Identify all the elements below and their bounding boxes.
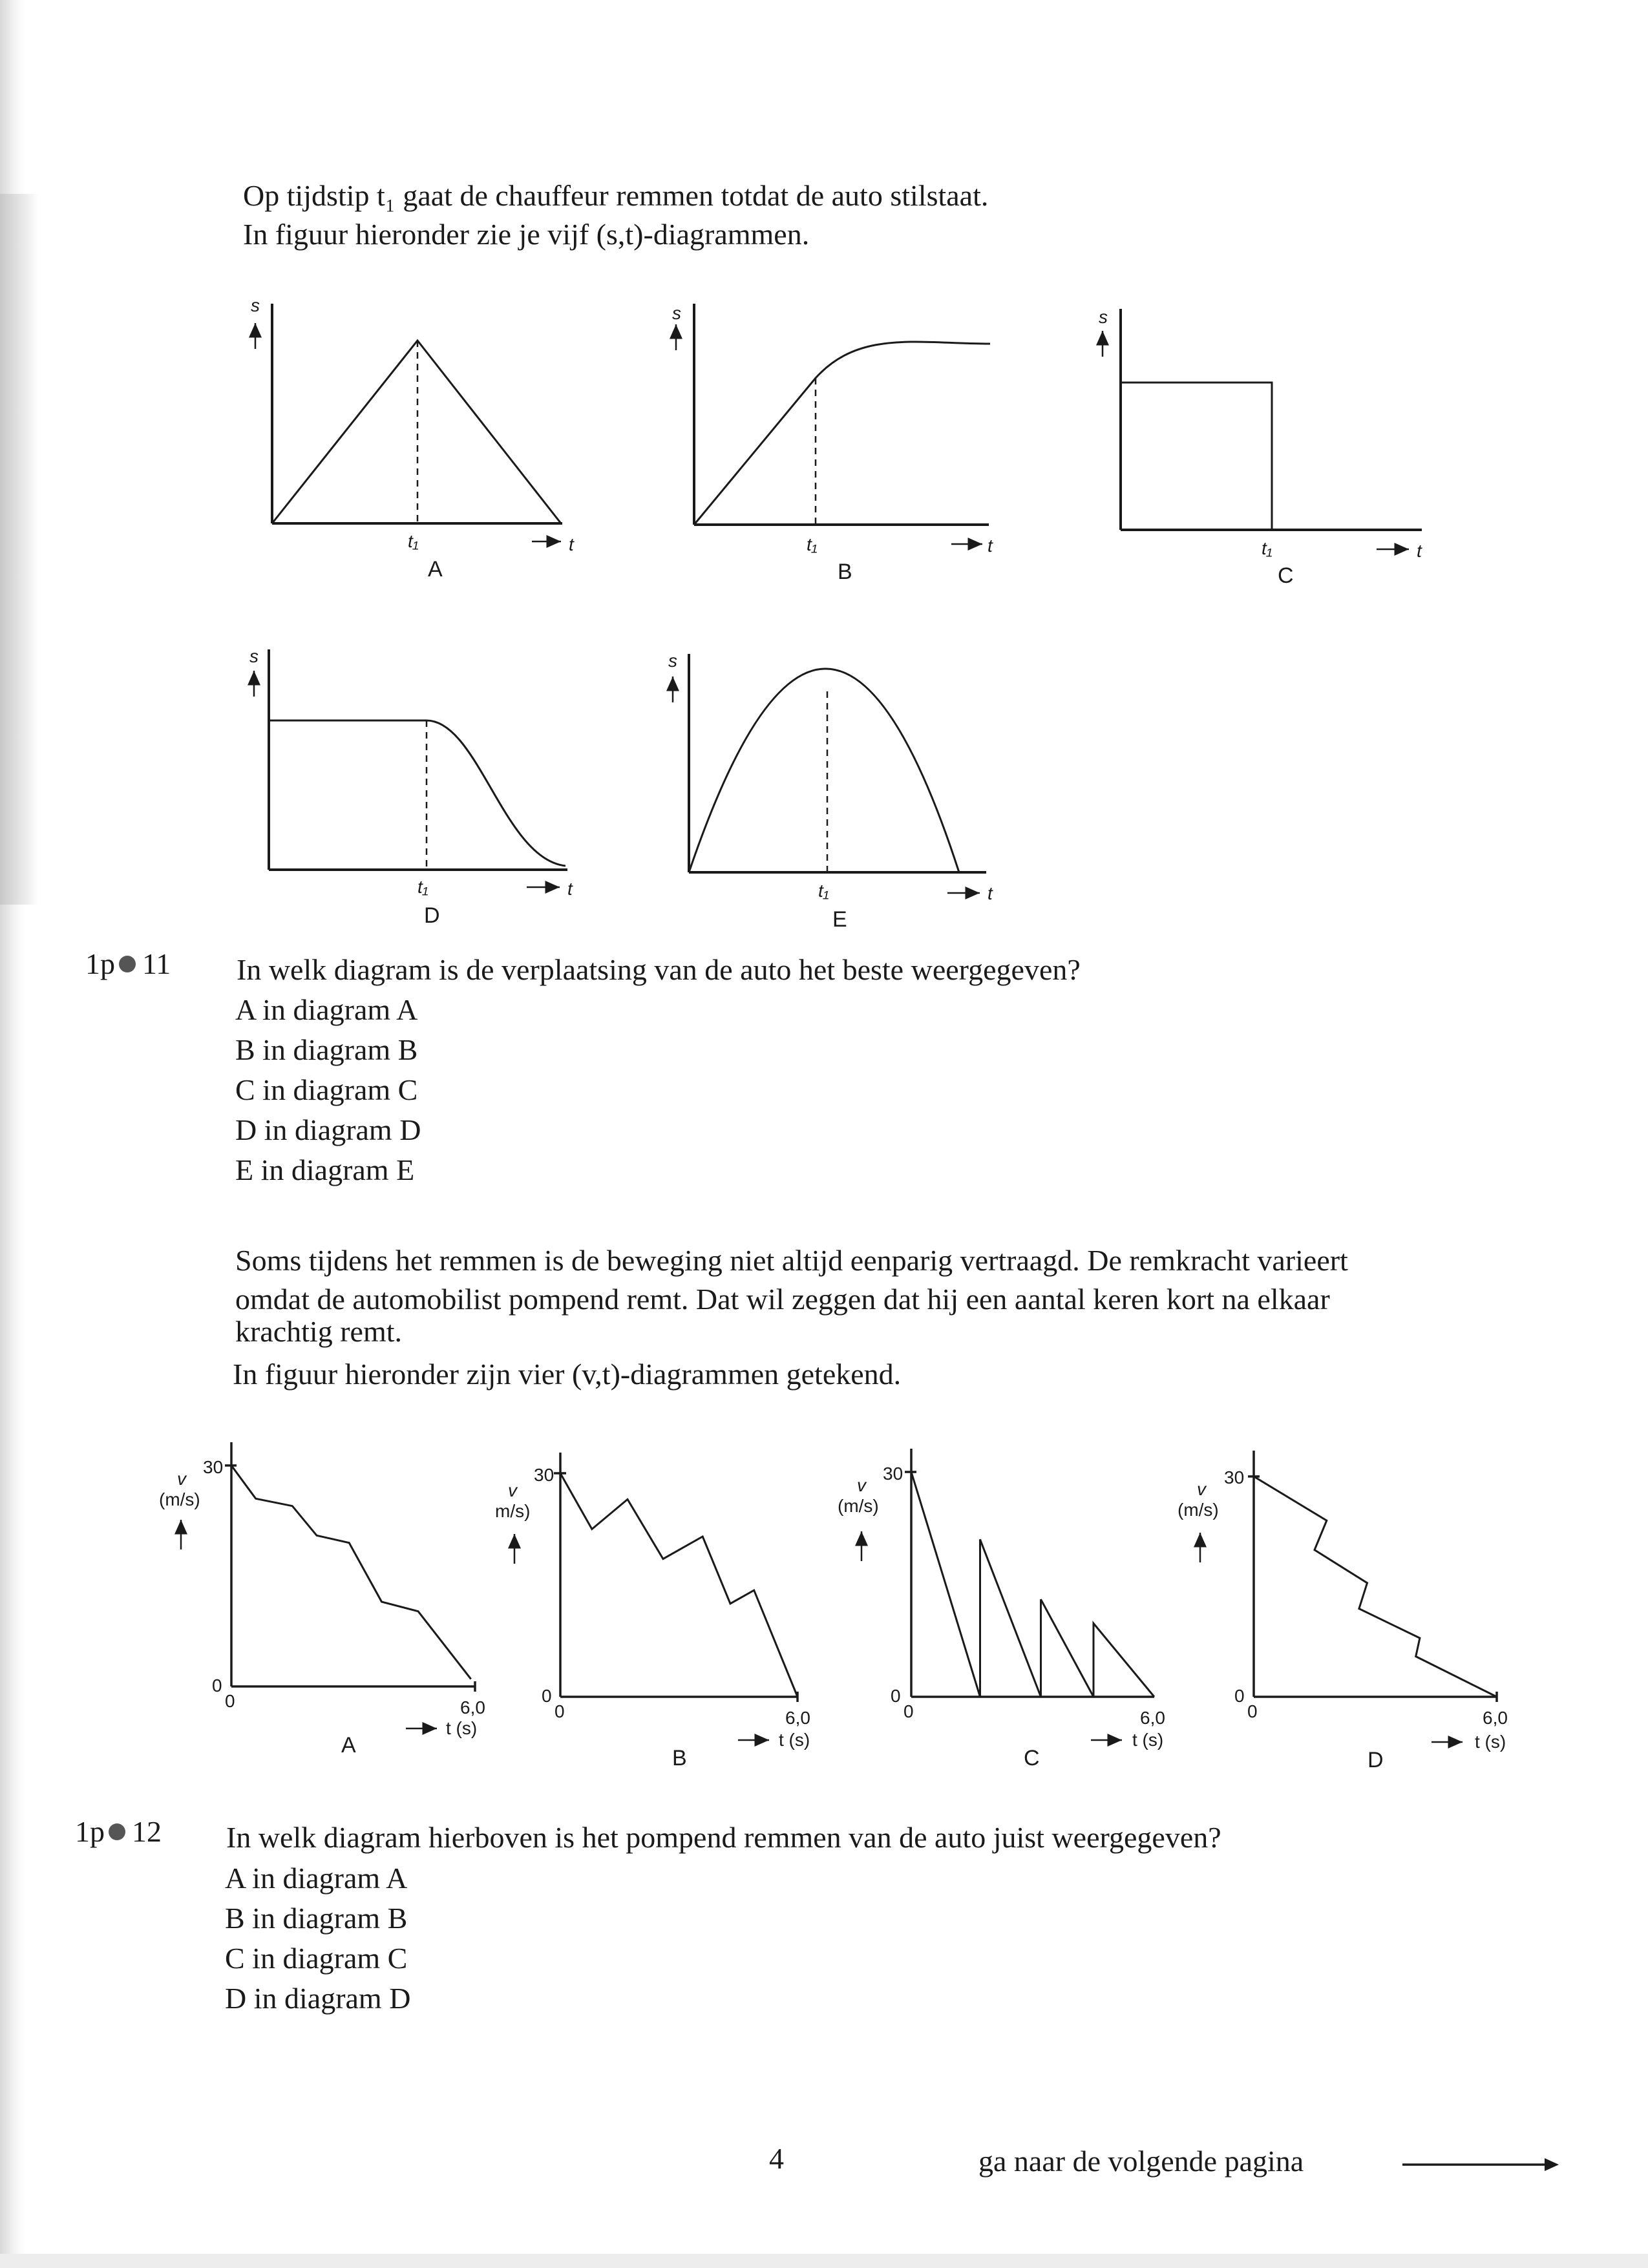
q12-option-a[interactable]: A in diagram A	[225, 1862, 408, 1895]
vt-d-y-max: 30	[1224, 1467, 1245, 1487]
vt-b-x-zero: 0	[555, 1701, 565, 1721]
q11-option-a[interactable]: A in diagram A	[235, 993, 418, 1026]
st-panel-a	[255, 304, 562, 541]
st-a-t-label: t	[569, 534, 574, 554]
vt-a-letter: A	[341, 1733, 356, 1758]
st-c-t-label: t	[1417, 541, 1422, 561]
vt-c-x-max: 6,0	[1140, 1708, 1165, 1728]
vt-diagrams	[0, 1409, 1648, 1770]
st-e-curve	[689, 669, 959, 872]
q12-number	[75, 1814, 162, 1849]
st-c-t1-label: t₁	[1262, 538, 1273, 558]
q11-points: 1p	[85, 947, 115, 980]
st-e-t-label: t	[988, 883, 993, 903]
vt-a-y-zero: 0	[212, 1675, 222, 1696]
q11-option-c[interactable]: C in diagram C	[235, 1073, 418, 1106]
vt-d-x-max: 6,0	[1483, 1708, 1508, 1728]
vt-b-letter: B	[672, 1746, 687, 1770]
vt-b-y-zero: 0	[542, 1686, 552, 1706]
intro-line-2: In figuur hieronder zie je vijf (s,t)-diagrammen.	[243, 218, 810, 251]
vt-c-y-unit: (m/s)	[838, 1496, 879, 1516]
q12-question: In welk diagram hierboven is het pompend remmen van de auto juist weergegeven?	[226, 1821, 1221, 1854]
st-diagrams	[0, 0, 1648, 956]
vt-d-y-zero: 0	[1234, 1686, 1245, 1706]
page-number: 4	[769, 2142, 784, 2175]
para2-line-1: Soms tijdens het remmen is de beweging niet altijd eenparig vertraagd. De remkracht varieert	[235, 1244, 1348, 1277]
q11-option-b[interactable]: B in diagram B	[235, 1033, 418, 1066]
vt-c-y-label: v	[857, 1475, 866, 1495]
vt-b-x-max: 6,0	[785, 1708, 810, 1728]
vt-b-x-label: t (s)	[779, 1730, 810, 1750]
scan-bottom-band	[0, 2254, 1648, 2268]
vt-a-y-unit: (m/s)	[159, 1489, 200, 1509]
next-page-text: ga naar de volgende pagina	[978, 2145, 1304, 2178]
st-a-letter: A	[428, 557, 443, 582]
st-c-letter: C	[1278, 563, 1294, 588]
st-b-t1-label: t₁	[807, 534, 818, 554]
vt-c-y-max: 30	[883, 1464, 903, 1484]
st-a-curve	[272, 341, 561, 523]
st-c-s-label: s	[1099, 307, 1108, 327]
vt-b-curve	[560, 1473, 798, 1697]
q11-option-d[interactable]: D in diagram D	[235, 1113, 421, 1146]
st-a-s-label: s	[251, 295, 260, 315]
right-arrow-icon	[1401, 2152, 1563, 2178]
vt-a-x-zero: 0	[225, 1691, 235, 1711]
vt-c-curve	[911, 1472, 1154, 1697]
vt-c-y-zero: 0	[891, 1686, 901, 1706]
vt-a-y-max: 30	[203, 1457, 224, 1477]
vt-b-y-max: 30	[534, 1465, 555, 1485]
vt-c-x-zero: 0	[903, 1701, 914, 1721]
st-d-s-label: s	[249, 646, 259, 666]
vt-d-x-zero: 0	[1247, 1701, 1258, 1721]
st-e-letter: E	[832, 907, 847, 932]
st-panel-c	[1103, 309, 1422, 549]
st-b-curve	[694, 342, 990, 525]
vt-a-curve	[231, 1465, 471, 1679]
q11-option-e[interactable]: E in diagram E	[235, 1153, 415, 1186]
vt-d-letter: D	[1368, 1748, 1384, 1770]
bullet-icon	[119, 956, 136, 972]
vt-a-x-label: t (s)	[446, 1718, 478, 1738]
q12-num: 12	[132, 1815, 162, 1848]
vt-d-x-label: t (s)	[1475, 1732, 1506, 1752]
st-d-t-label: t	[567, 879, 573, 899]
para2-line-4: In figuur hieronder zijn vier (v,t)-diagrammen getekend.	[233, 1358, 902, 1391]
st-d-letter: D	[424, 903, 440, 928]
bullet-icon	[109, 1823, 125, 1840]
intro-line-1: Op tijdstip t₁ gaat de chauffeur remmen totdat de auto stilstaat.	[243, 179, 989, 212]
vt-c-letter: C	[1024, 1746, 1040, 1770]
q11-question: In welk diagram is de verplaatsing van de auto het beste weergegeven?	[237, 953, 1081, 986]
st-c-curve	[1121, 383, 1272, 530]
st-d-t1-label: t₁	[417, 877, 428, 897]
vt-b-y-label: v	[508, 1480, 517, 1500]
para2-line-3: krachtig remt.	[235, 1315, 403, 1348]
vt-d-y-unit: (m/s)	[1178, 1500, 1219, 1520]
st-b-t-label: t	[988, 536, 993, 556]
vt-d-curve	[1254, 1476, 1497, 1697]
st-d-curve	[269, 720, 565, 866]
q12-points: 1p	[75, 1815, 105, 1848]
q12-option-c[interactable]: C in diagram C	[225, 1942, 408, 1975]
st-b-s-label: s	[672, 303, 681, 323]
st-panel-b	[676, 304, 990, 544]
st-panel-d	[254, 649, 567, 887]
vt-a-y-label: v	[177, 1469, 186, 1489]
para2-line-2: omdat de automobilist pompend remt. Dat wil zeggen dat hij een aantal keren kort na elkaar	[235, 1283, 1330, 1316]
st-b-letter: B	[838, 560, 852, 584]
vt-a-x-max: 6,0	[460, 1697, 485, 1717]
q11-num: 11	[142, 947, 171, 980]
vt-c-x-label: t (s)	[1132, 1730, 1164, 1750]
vt-b-y-unit: m/s)	[495, 1501, 531, 1521]
vt-d-y-label: v	[1197, 1479, 1206, 1499]
q12-option-b[interactable]: B in diagram B	[225, 1902, 408, 1935]
st-e-s-label: s	[668, 651, 677, 671]
q12-option-d[interactable]: D in diagram D	[225, 1982, 411, 2015]
q11-number	[85, 947, 171, 981]
st-a-t1-label: t₁	[408, 531, 419, 551]
st-panel-e	[673, 654, 986, 893]
st-e-t1-label: t₁	[818, 881, 829, 901]
